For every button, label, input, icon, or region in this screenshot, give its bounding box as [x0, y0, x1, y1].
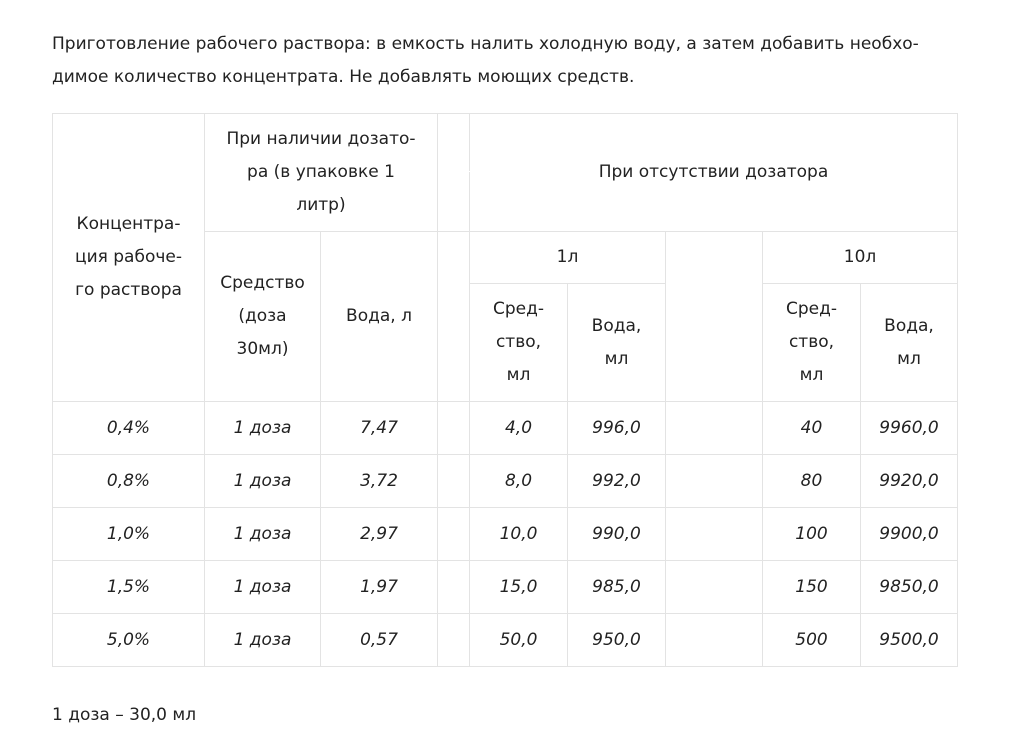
spacer-cell [666, 614, 763, 667]
header-concentration: Концентра- ция рабоче- го раствора [53, 114, 205, 402]
header-water-l: Вода, л [321, 232, 438, 402]
table-row [53, 561, 958, 614]
spacer-cell [666, 561, 763, 614]
cell-concentration: 0,8% [53, 455, 205, 508]
spacer-cell [438, 114, 470, 172]
cell-concentration: 0,4% [53, 402, 205, 455]
spacer-cell [438, 508, 470, 561]
cell-water-l: 2,97 [321, 508, 438, 561]
cell-water-10l: 9850,0 [861, 561, 958, 614]
header-volume-1l: 1л [470, 232, 666, 284]
instructions-text [52, 28, 972, 94]
spacer-cell [666, 232, 763, 402]
header-without-dispenser: При отсутствии дозатора [470, 114, 958, 232]
dose-note: 1 доза – 30,0 мл [52, 705, 197, 725]
cell-agent-1l: 15,0 [470, 561, 568, 614]
cell-water-1l: 992,0 [568, 455, 666, 508]
header-volume-10l: 10л [763, 232, 958, 284]
header-water-ml-1l: Вода, мл [568, 284, 666, 402]
header-agent-ml-10l: Сред- ство, мл [763, 284, 861, 402]
cell-concentration: 1,0% [53, 508, 205, 561]
cell-water-10l: 9960,0 [861, 402, 958, 455]
cell-water-1l: 950,0 [568, 614, 666, 667]
spacer-cell [438, 455, 470, 508]
instructions-line-1: Приготовление рабочего раствора: в емкость налить холодную воду, а затем добавить необхо- [52, 34, 919, 54]
cell-agent-10l: 40 [763, 402, 861, 455]
cell-water-l: 7,47 [321, 402, 438, 455]
cell-dose: 1 доза [205, 402, 321, 455]
cell-agent-1l: 10,0 [470, 508, 568, 561]
cell-concentration: 1,5% [53, 561, 205, 614]
cell-agent-1l: 8,0 [470, 455, 568, 508]
table-row [53, 614, 958, 667]
spacer-cell [438, 402, 470, 455]
cell-water-l: 3,72 [321, 455, 438, 508]
cell-water-10l: 9500,0 [861, 614, 958, 667]
spacer-cell [438, 232, 470, 402]
table-row [53, 455, 958, 508]
cell-water-1l: 996,0 [568, 402, 666, 455]
spacer-cell [438, 561, 470, 614]
spacer-cell [438, 172, 470, 232]
cell-water-10l: 9920,0 [861, 455, 958, 508]
cell-concentration: 5,0% [53, 614, 205, 667]
spacer-cell [438, 614, 470, 667]
table-row [53, 402, 958, 455]
cell-agent-10l: 80 [763, 455, 861, 508]
cell-agent-1l: 4,0 [470, 402, 568, 455]
cell-dose: 1 доза [205, 455, 321, 508]
header-agent-ml-1l: Сред- ство, мл [470, 284, 568, 402]
spacer-cell [666, 402, 763, 455]
cell-dose: 1 доза [205, 561, 321, 614]
cell-water-1l: 990,0 [568, 508, 666, 561]
cell-water-10l: 9900,0 [861, 508, 958, 561]
cell-agent-10l: 500 [763, 614, 861, 667]
cell-dose: 1 доза [205, 508, 321, 561]
instructions-line-2: димое количество концентрата. Не добавлять моющих средств. [52, 67, 635, 87]
cell-agent-10l: 100 [763, 508, 861, 561]
cell-water-1l: 985,0 [568, 561, 666, 614]
cell-water-l: 1,97 [321, 561, 438, 614]
header-water-ml-10l: Вода, мл [861, 284, 958, 402]
cell-water-l: 0,57 [321, 614, 438, 667]
header-with-dispenser: При наличии дозато- ра (в упаковке 1 литр) [205, 114, 438, 232]
spacer-cell [666, 455, 763, 508]
dilution-table [52, 113, 958, 667]
table-row [53, 508, 958, 561]
spacer-cell [666, 508, 763, 561]
cell-dose: 1 доза [205, 614, 321, 667]
cell-agent-1l: 50,0 [470, 614, 568, 667]
header-agent-dose: Средство (доза 30мл) [205, 232, 321, 402]
cell-agent-10l: 150 [763, 561, 861, 614]
